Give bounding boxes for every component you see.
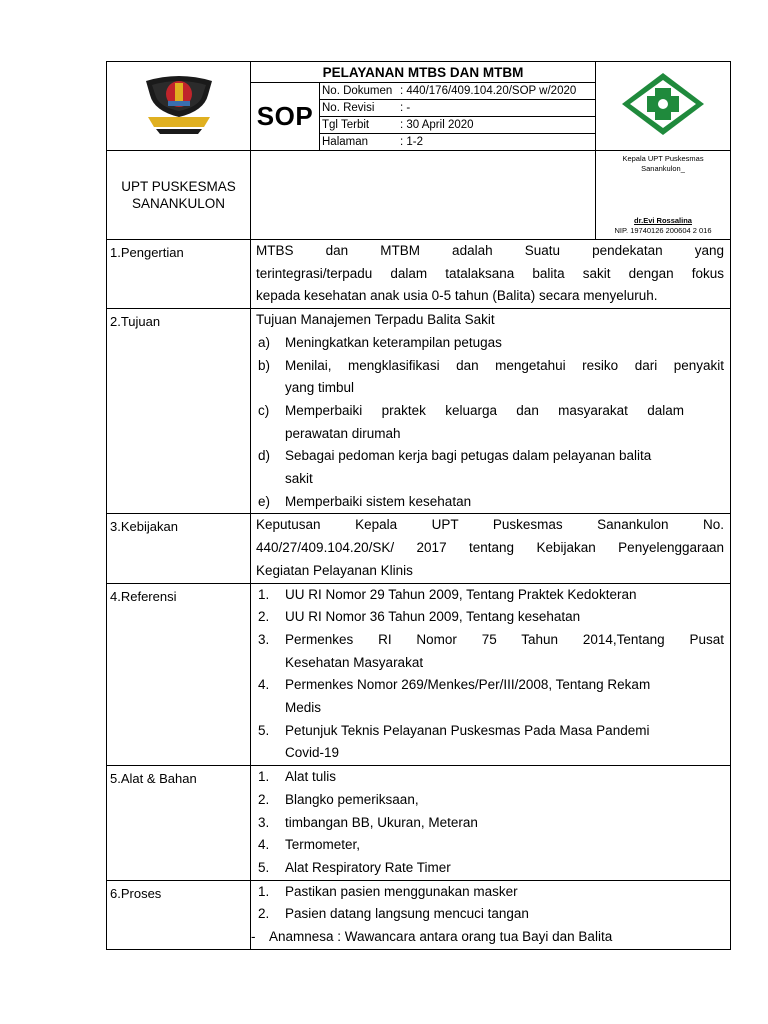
text-line: Menilai, mengklasifikasi dan mengetahui resiko dari penyakit — [285, 357, 725, 373]
section-content — [251, 880, 731, 949]
section-content — [251, 309, 731, 514]
signer-title: Kepala UPT Puskesmas — [622, 154, 704, 163]
list-item — [256, 674, 724, 719]
meta-value: : 30 April 2020 — [400, 119, 474, 131]
document-title: PELAYANAN MTBS DAN MTBM — [251, 62, 596, 83]
regency-logo-cell — [107, 62, 251, 151]
list-marker: - — [251, 929, 256, 945]
list-item — [256, 445, 724, 490]
section-tujuan — [107, 309, 731, 514]
meta-revisi — [320, 100, 596, 117]
list-item — [256, 834, 724, 857]
text-line: Pasien datang langsung mencuci tangan — [285, 906, 529, 922]
unit-name — [107, 151, 251, 240]
signature-block — [596, 151, 731, 240]
text-line: Alat Respiratory Rate Timer — [285, 859, 451, 875]
list-marker: 3. — [258, 631, 270, 647]
list-item — [256, 857, 724, 880]
section-content — [251, 240, 731, 309]
section-label: 6.Proses — [107, 880, 251, 949]
list-item — [256, 606, 724, 629]
list-item — [256, 332, 724, 355]
list-marker: 4. — [258, 677, 270, 693]
list-item — [251, 926, 724, 949]
list-item — [256, 881, 724, 904]
text-line: Memperbaiki sistem kesehatan — [285, 493, 472, 509]
signer-name: dr.Evi Rossalina — [634, 216, 692, 225]
section-label: 3.Kebijakan — [107, 514, 251, 583]
text-line: UU RI Nomor 36 Tahun 2009, Tentang kesehatan — [285, 609, 581, 625]
list-item — [256, 491, 724, 514]
text-line: yang timbul — [285, 380, 355, 396]
meta-terbit — [320, 117, 596, 134]
list-marker: 5. — [258, 859, 270, 875]
list-marker: b) — [258, 357, 271, 373]
text-line: Alat tulis — [285, 769, 337, 785]
list-item — [256, 584, 724, 607]
list-marker: 1. — [258, 769, 270, 785]
meta-value: : 440/176/409.104.20/SOP w/2020 — [400, 85, 577, 97]
meta-value: : - — [400, 102, 411, 114]
empty-cell — [251, 151, 596, 240]
text-line: timbangan BB, Ukuran, Meteran — [285, 814, 478, 830]
text-line: UU RI Nomor 29 Tahun 2009, Tentang Praktek Kedokteran — [285, 586, 637, 602]
meta-label: Halaman — [322, 136, 369, 148]
text-line: 440/27/409.104.20/SK/ 2017 tentang Kebijakan Penyelenggaraan — [256, 540, 725, 556]
list-marker: 3. — [258, 814, 270, 830]
meta-value: : 1-2 — [400, 136, 424, 148]
unit-name-line: SANANKULON — [131, 196, 226, 211]
regency-emblem-icon — [144, 73, 214, 135]
list-item — [256, 903, 724, 926]
list-marker: 2. — [258, 609, 270, 625]
text-line: Permenkes RI Nomor 75 Tahun 2014,Tentang Pusat — [285, 631, 725, 647]
unit-name-line: UPT PUSKESMAS — [121, 179, 236, 194]
list-marker: d) — [258, 448, 271, 464]
list-item — [256, 812, 724, 835]
text-line: Sebagai pedoman kerja bagi petugas dalam pelayanan balita — [285, 448, 652, 464]
puskesmas-logo-cell — [596, 62, 731, 151]
meta-halaman — [320, 134, 596, 151]
meta-dokumen — [320, 83, 596, 100]
list-marker: 2. — [258, 791, 270, 807]
section-pengertian — [107, 240, 731, 309]
list-marker: 1. — [258, 883, 270, 899]
text-line: Pastikan pasien menggunakan masker — [285, 883, 518, 899]
sop-label: SOP — [251, 83, 320, 151]
text-line: Tujuan Manajemen Terpadu Balita Sakit — [256, 312, 495, 328]
header-title-row — [107, 62, 731, 83]
list-marker: 4. — [258, 837, 270, 853]
section-alat-bahan — [107, 766, 731, 881]
text-line: Meningkatkan keterampilan petugas — [285, 334, 502, 350]
list-item — [256, 789, 724, 812]
sop-document-table — [106, 61, 731, 950]
meta-label: Tgl Terbit — [322, 119, 370, 131]
text-line: Termometer, — [285, 837, 361, 853]
section-label: 4.Referensi — [107, 583, 251, 766]
list-marker: e) — [258, 493, 271, 509]
text-line: Anamnesa : Wawancara antara orang tua Bayi dan Balita — [269, 929, 613, 945]
text-line: Medis — [285, 700, 322, 716]
text-line: Memperbaiki praktek keluarga dan masyarakat dalam — [285, 402, 685, 418]
text-line: Kegiatan Pelayanan Klinis — [256, 562, 413, 578]
list-item — [256, 400, 724, 445]
section-kebijakan — [107, 514, 731, 583]
list-item — [256, 355, 724, 400]
text-line: Keputusan Kepala UPT Puskesmas Sanankulon No. — [256, 517, 725, 533]
list-item — [256, 629, 724, 674]
text-line: Petunjuk Teknis Pelayanan Puskesmas Pada Masa Pandemi — [285, 722, 650, 738]
section-label: 2.Tujuan — [107, 309, 251, 514]
signer-title: Sanankulon_ — [641, 164, 685, 173]
section-referensi — [107, 583, 731, 766]
unit-signature-row — [107, 151, 731, 240]
signer-nip: NIP. 19740126 200604 2 016 — [614, 226, 712, 235]
list-marker: 2. — [258, 906, 270, 922]
list-marker: a) — [258, 334, 271, 350]
section-label: 1.Pengertian — [107, 240, 251, 309]
text-line: perawatan dirumah — [285, 425, 401, 441]
meta-label: No. Revisi — [322, 102, 375, 114]
text-line: Permenkes Nomor 269/Menkes/Per/III/2008, Tentang Rekam — [285, 677, 651, 693]
list-marker: c) — [258, 402, 270, 418]
list-marker: 1. — [258, 586, 270, 602]
list-marker: 5. — [258, 722, 270, 738]
section-proses — [107, 880, 731, 949]
list-item — [256, 766, 724, 789]
meta-label: No. Dokumen — [322, 85, 393, 97]
section-content — [251, 583, 731, 766]
list-item — [256, 720, 724, 765]
text-line: kepada kesehatan anak usia 0-5 tahun (Balita) secara menyeluruh. — [256, 288, 658, 304]
text-line: sakit — [285, 471, 313, 487]
text-line: Kesehatan Masyarakat — [285, 654, 424, 670]
text-line: Covid-19 — [285, 745, 340, 761]
text-line: MTBS dan MTBM adalah Suatu pendekatan yang — [256, 243, 725, 258]
section-label: 5.Alat & Bahan — [107, 766, 251, 881]
text-line: Blangko pemeriksaan, — [285, 791, 419, 807]
text-line: terintegrasi/terpadu dalam tatalaksana balita sakit dengan fokus — [256, 265, 725, 281]
section-content — [251, 514, 731, 583]
section-content — [251, 766, 731, 881]
puskesmas-logo-icon — [620, 71, 706, 137]
